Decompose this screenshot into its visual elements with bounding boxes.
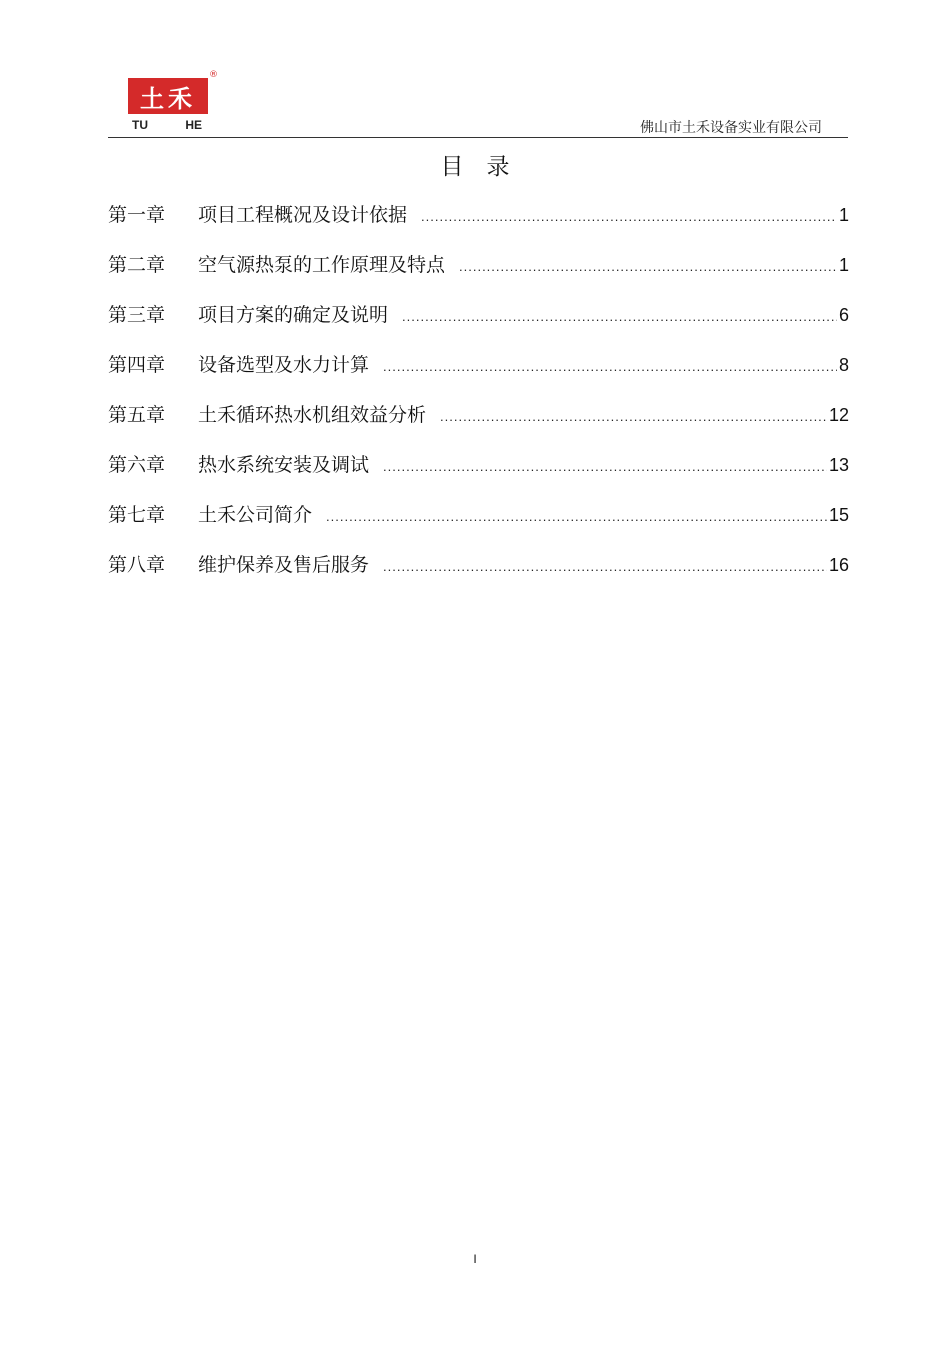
toc-page-number: 6	[838, 305, 849, 325]
toc-chapter-name: 项目工程概况及设计依据	[198, 204, 408, 226]
toc-chapter: 第三章	[108, 304, 166, 326]
toc-chapter-name: 设备选型及水力计算	[198, 354, 370, 376]
toc-entry[interactable]	[108, 550, 849, 600]
toc-chapter-name: 维护保养及售后服务	[198, 554, 370, 576]
toc-leader-dots	[383, 359, 837, 374]
toc-entry[interactable]	[108, 400, 849, 450]
toc-leader-dots	[459, 259, 837, 274]
page-number: I	[473, 1252, 477, 1266]
toc-entry[interactable]	[108, 200, 849, 250]
toc-page-number: 1	[838, 205, 849, 225]
table-of-contents	[108, 200, 849, 600]
toc-page-number: 13	[828, 455, 849, 475]
company-logo: 土禾	[128, 78, 208, 114]
toc-chapter: 第八章	[108, 554, 166, 576]
toc-entry[interactable]	[108, 450, 849, 500]
toc-chapter-name: 土禾公司简介	[198, 504, 313, 526]
toc-chapter-name: 热水系统安装及调试	[198, 454, 370, 476]
toc-chapter: 第一章	[108, 204, 166, 226]
header-divider	[108, 137, 848, 138]
toc-chapter: 第五章	[108, 404, 166, 426]
company-name: 佛山市土禾设备实业有限公司	[640, 120, 822, 136]
toc-chapter-name: 项目方案的确定及说明	[198, 304, 389, 326]
toc-leader-dots	[326, 509, 827, 524]
toc-chapter: 第二章	[108, 254, 166, 276]
toc-chapter: 第七章	[108, 504, 166, 526]
logo-sub-left: TU	[132, 118, 148, 132]
toc-entry[interactable]	[108, 300, 849, 350]
toc-entry[interactable]	[108, 250, 849, 300]
toc-leader-dots	[383, 559, 827, 574]
toc-page-number: 16	[828, 555, 849, 575]
toc-page-number: 15	[828, 505, 849, 525]
logo-sub-right: HE	[185, 118, 202, 132]
toc-chapter: 第四章	[108, 354, 166, 376]
toc-entry[interactable]	[108, 350, 849, 400]
toc-title: 目 录	[440, 154, 510, 180]
toc-entry[interactable]	[108, 500, 849, 550]
registered-mark: ®	[209, 70, 218, 80]
logo-subtitle	[132, 118, 202, 132]
toc-chapter-name: 空气源热泵的工作原理及特点	[198, 254, 446, 276]
toc-leader-dots	[421, 209, 837, 224]
toc-leader-dots	[402, 309, 837, 324]
toc-page-number: 8	[838, 355, 849, 375]
toc-chapter-name: 土禾循环热水机组效益分析	[198, 404, 427, 426]
toc-page-number: 1	[838, 255, 849, 275]
toc-chapter: 第六章	[108, 454, 166, 476]
toc-page-number: 12	[828, 405, 849, 425]
toc-leader-dots	[383, 459, 827, 474]
toc-leader-dots	[440, 409, 827, 424]
